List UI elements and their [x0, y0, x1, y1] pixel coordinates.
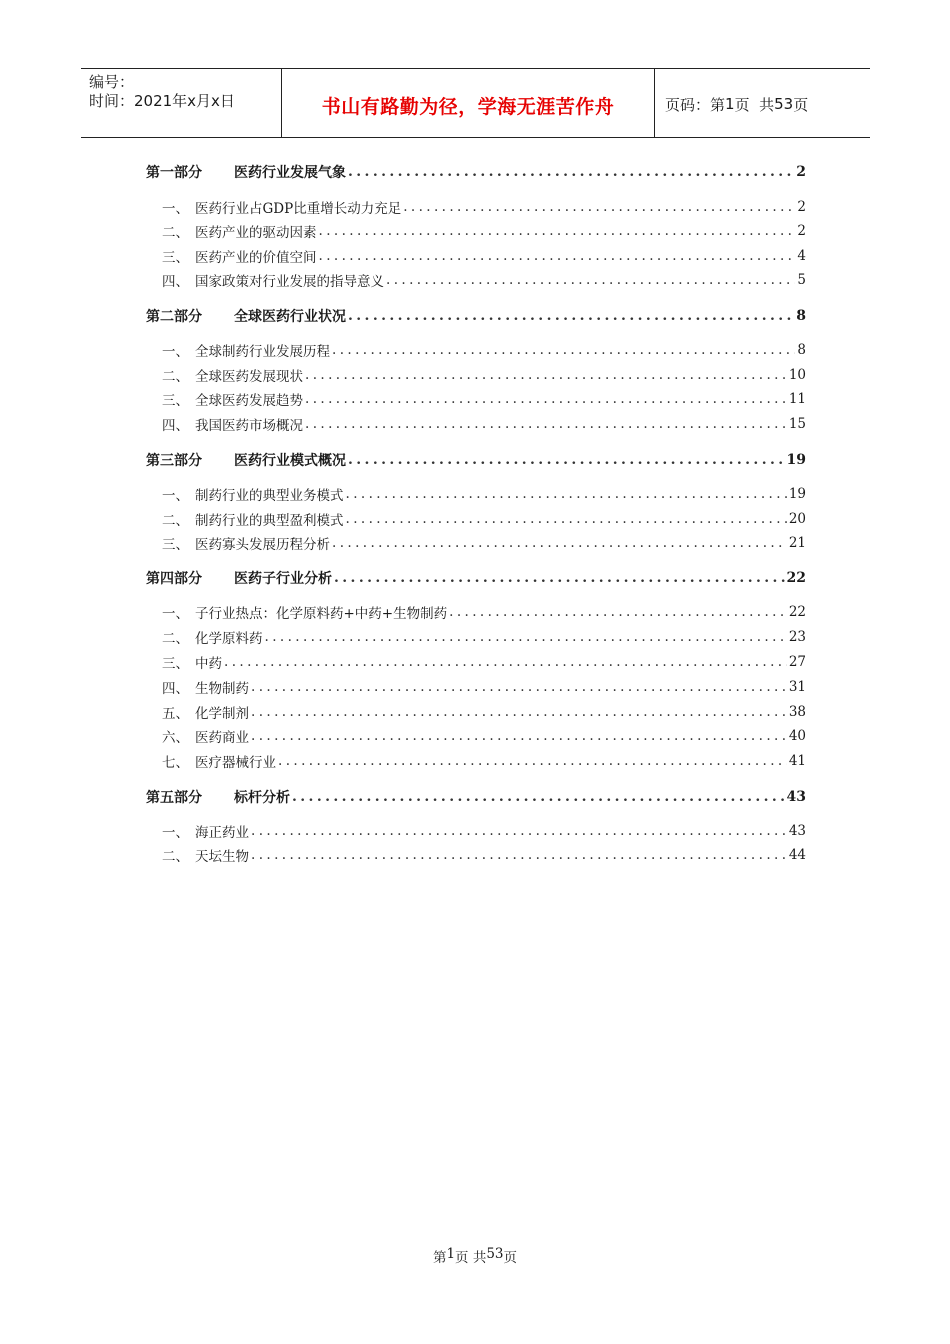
toc-dot-leader: [386, 272, 795, 288]
toc-entry-number: 一、: [162, 344, 189, 360]
toc-entry-page-number: 27: [788, 654, 806, 670]
toc-section-entry[interactable]: [0, 246, 950, 266]
toc-entry-number: 第一部分: [146, 165, 202, 181]
toc-part-entry[interactable]: [0, 306, 950, 326]
toc-entry-number: 二、: [162, 225, 189, 241]
toc-entry-title: 生物制药: [195, 681, 249, 697]
toc-part-entry[interactable]: [0, 568, 950, 588]
toc-entry-title: 制药行业的典型业务模式: [195, 488, 344, 504]
toc-entry-number: 三、: [162, 656, 189, 672]
toc-entry-title: 全球制药行业发展历程: [195, 344, 330, 360]
toc-dot-leader: [348, 452, 785, 468]
toc-dot-leader: [251, 847, 787, 863]
toc-section-entry[interactable]: [0, 484, 950, 504]
toc-section-entry[interactable]: [0, 602, 950, 622]
toc-entry-title: 全球医药发展现状: [195, 369, 303, 385]
toc-entry-title: 子行业热点：化学原料药+中药+生物制药: [195, 606, 448, 622]
toc-dot-leader: [292, 789, 785, 805]
toc-entry-title: 医药产业的价值空间: [195, 250, 317, 266]
toc-entry-title: 中药: [195, 656, 222, 672]
toc-entry-page-number: 15: [788, 416, 806, 432]
page-footer: [0, 1246, 950, 1268]
toc-entry-page-number: 43: [786, 789, 806, 805]
toc-entry-page-number: 21: [788, 535, 806, 551]
header-meta: [81, 69, 282, 137]
toc-entry-number: 七、: [162, 755, 189, 771]
toc-entry-page-number: 20: [788, 511, 806, 527]
toc-entry-title: 标杆分析: [234, 790, 290, 806]
toc-entry-page-number: 22: [786, 570, 806, 586]
toc-section-entry[interactable]: [0, 821, 950, 841]
toc-entry-number: 二、: [162, 849, 189, 865]
toc-section-entry[interactable]: [0, 509, 950, 529]
toc-entry-number: 三、: [162, 537, 189, 553]
toc-entry-number: 二、: [162, 513, 189, 529]
toc-entry-title: 化学原料药: [195, 631, 263, 647]
toc-entry-page-number: 11: [788, 391, 806, 407]
toc-entry-page-number: 44: [788, 847, 806, 863]
toc-dot-leader: [305, 416, 787, 432]
toc-section-entry[interactable]: [0, 340, 950, 360]
toc-entry-number: 第四部分: [146, 571, 202, 587]
header-page-suffix: 页: [793, 95, 809, 114]
toc-entry-title: 我国医药市场概况: [195, 418, 303, 434]
header-page-mid: 页 共: [734, 95, 775, 114]
toc-entry-number: 六、: [162, 730, 189, 746]
toc-entry-title: 医药行业占GDP比重增长动力充足: [195, 201, 402, 217]
toc-entry-title: 全球医药行业状况: [234, 309, 346, 325]
toc-entry-page-number: 19: [788, 486, 806, 502]
toc-dot-leader: [278, 753, 787, 769]
toc-section-entry[interactable]: [0, 270, 950, 290]
toc-entry-number: 第五部分: [146, 790, 202, 806]
toc-entry-number: 一、: [162, 825, 189, 841]
toc-dot-leader: [332, 535, 787, 551]
toc-entry-title: 制药行业的典型盈利模式: [195, 513, 344, 529]
header-page-current: 1: [725, 95, 735, 113]
toc-entry-page-number: 38: [788, 704, 806, 720]
toc-entry-title: 医药行业发展气象: [234, 165, 346, 181]
toc-dot-leader: [403, 199, 795, 215]
toc-section-entry[interactable]: [0, 533, 950, 553]
toc-entry-page-number: 2: [797, 223, 806, 239]
toc-entry-title: 海正药业: [195, 825, 249, 841]
toc-section-entry[interactable]: [0, 845, 950, 865]
toc-section-entry[interactable]: [0, 221, 950, 241]
page-header: [81, 68, 870, 138]
toc-entry-title: 医药商业: [195, 730, 249, 746]
toc-part-entry[interactable]: [0, 450, 950, 470]
toc-section-entry[interactable]: [0, 627, 950, 647]
toc-entry-page-number: 8: [796, 308, 806, 324]
toc-dot-leader: [251, 728, 787, 744]
toc-section-entry[interactable]: [0, 702, 950, 722]
toc-dot-leader: [346, 511, 787, 527]
toc-entry-title: 国家政策对行业发展的指导意义: [195, 274, 384, 290]
toc-section-entry[interactable]: [0, 414, 950, 434]
header-motto: 书山有路勤为径，学海无涯苦作舟: [282, 69, 655, 137]
toc-part-entry[interactable]: [0, 787, 950, 807]
toc-dot-leader: [265, 629, 787, 645]
toc-dot-leader: [334, 570, 785, 586]
toc-dot-leader: [305, 367, 787, 383]
toc-entry-title: 医药子行业分析: [234, 571, 332, 587]
toc-entry-number: 二、: [162, 631, 189, 647]
header-page-total: 53: [774, 95, 794, 113]
toc-entry-page-number: 8: [797, 342, 806, 358]
toc-section-entry[interactable]: [0, 365, 950, 385]
toc-entry-number: 四、: [162, 681, 189, 697]
toc-part-entry[interactable]: [0, 162, 950, 182]
toc-entry-number: 五、: [162, 706, 189, 722]
toc-dot-leader: [251, 679, 787, 695]
toc-entry-number: 三、: [162, 250, 189, 266]
toc-entry-number: 三、: [162, 393, 189, 409]
toc-dot-leader: [332, 342, 795, 358]
toc-entry-title: 医药产业的驱动因素: [195, 225, 317, 241]
toc-entry-page-number: 19: [786, 452, 806, 468]
toc-entry-number: 一、: [162, 201, 189, 217]
footer-suffix: 页: [503, 1250, 518, 1266]
footer-total-pages: 53: [486, 1246, 504, 1262]
toc-dot-leader: [251, 704, 787, 720]
toc-dot-leader: [319, 248, 796, 264]
toc-entry-title: 天坛生物: [195, 849, 249, 865]
toc-dot-leader: [348, 308, 794, 324]
toc-entry-page-number: 40: [788, 728, 806, 744]
footer-current-page: 1: [446, 1246, 456, 1262]
document-time-label: 时间：2021年x月x日: [89, 92, 235, 110]
toc-entry-page-number: 43: [788, 823, 806, 839]
toc-entry-number: 一、: [162, 606, 189, 622]
toc-entry-title: 化学制剂: [195, 706, 249, 722]
toc-entry-title: 医疗器械行业: [195, 755, 276, 771]
toc-entry-title: 医药行业模式概况: [234, 453, 346, 469]
header-page-indicator: [655, 69, 870, 137]
toc-dot-leader: [251, 823, 787, 839]
toc-entry-number: 一、: [162, 488, 189, 504]
toc-entry-number: 二、: [162, 369, 189, 385]
toc-entry-page-number: 2: [796, 164, 806, 180]
toc-dot-leader: [319, 223, 796, 239]
document-number-label: 编号：: [89, 73, 135, 91]
toc-entry-page-number: 10: [788, 367, 806, 383]
toc-dot-leader: [346, 486, 787, 502]
toc-section-entry[interactable]: [0, 389, 950, 409]
toc-section-entry[interactable]: [0, 652, 950, 672]
toc-dot-leader: [449, 604, 787, 620]
header-page-prefix: 页码：第: [665, 95, 726, 114]
toc-entry-number: 四、: [162, 418, 189, 434]
footer-mid: 页 共: [455, 1250, 487, 1266]
toc-entry-page-number: 5: [797, 272, 806, 288]
toc-section-entry[interactable]: [0, 197, 950, 217]
toc-entry-page-number: 23: [788, 629, 806, 645]
toc-entry-number: 第二部分: [146, 309, 202, 325]
toc-entry-title: 全球医药发展趋势: [195, 393, 303, 409]
toc-section-entry[interactable]: [0, 677, 950, 697]
toc-dot-leader: [305, 391, 787, 407]
toc-dot-leader: [224, 654, 787, 670]
toc-entry-page-number: 2: [797, 199, 806, 215]
toc-entry-page-number: 4: [797, 248, 806, 264]
toc-entry-number: 四、: [162, 274, 189, 290]
toc-entry-page-number: 41: [788, 753, 806, 769]
toc-entry-page-number: 22: [788, 604, 806, 620]
toc-entry-title: 医药寡头发展历程分析: [195, 537, 330, 553]
toc-section-entry[interactable]: [0, 751, 950, 771]
toc-entry-page-number: 31: [788, 679, 806, 695]
toc-entry-number: 第三部分: [146, 453, 202, 469]
footer-prefix: 第: [432, 1250, 447, 1266]
toc-dot-leader: [348, 164, 794, 180]
toc-section-entry[interactable]: [0, 726, 950, 746]
